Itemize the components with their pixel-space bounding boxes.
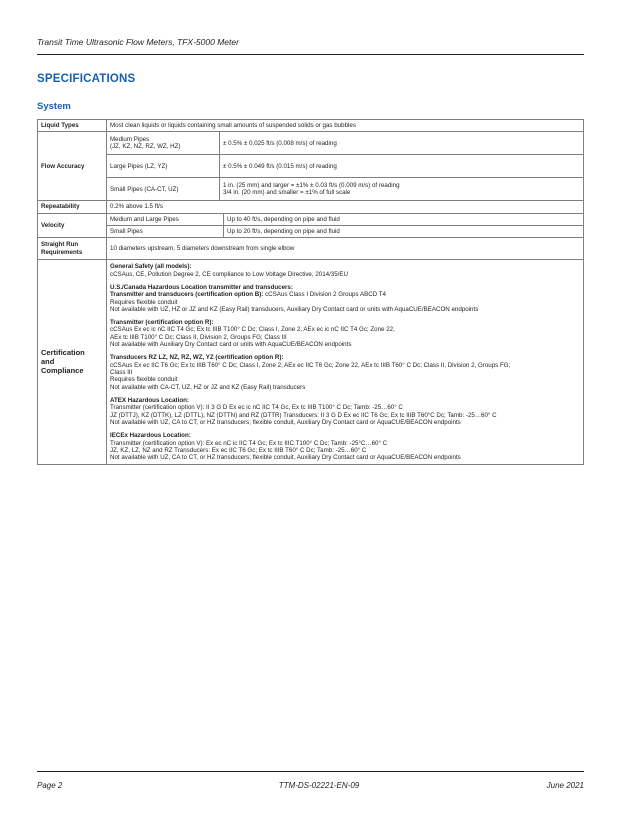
section-title: SPECIFICATIONS (37, 73, 136, 85)
certification-line (110, 354, 580, 361)
certification-heading: Transmitter and transducers (certification option B): (110, 291, 264, 299)
accuracy-line: 1 in. (25 mm) and larger = ±1% ± 0.03 ft/s (0.009 m/s) of reading (223, 182, 400, 189)
certification-text: Transmitter (certification option V): II 3 G D Ex ec ic nC IIC T4 Gc, Ex tc IIIB T100° C Dc; Tamb: -25…60° C (110, 404, 403, 412)
certification-line (110, 440, 580, 447)
certification-line (110, 271, 580, 278)
pipe-size-cell: Medium and Large Pipes (107, 213, 224, 225)
pipe-size-cell: Large Pipes (LZ, YZ) (107, 155, 220, 178)
certification-heading: ATEX Hazardous Location: (110, 396, 189, 404)
certification-heading: Transmitter (certification option R): (110, 319, 214, 327)
certification-block (110, 432, 580, 461)
header-rule (37, 54, 584, 55)
running-header: Transit Time Ultrasonic Flow Meters, TFX-5000 Meter (37, 37, 239, 47)
table-row (38, 178, 584, 201)
certification-text: JZ (DTTJ), KZ (DTTK), LZ (DTTL), NZ (DTTN) and RZ (DTTR) Transducers: II 3 G D Ex ec IIC T6 Gc; Ex tc IIIB T60°C Dc; Tamb: -25…60° C (110, 411, 497, 419)
table-row (38, 238, 584, 260)
row-label: Liquid Types (38, 120, 107, 132)
certification-line (110, 341, 580, 348)
footer-rule (37, 771, 584, 772)
certification-text: Requires flexible conduit (110, 298, 178, 306)
certification-text: AEx tc IIIB T100° C Dc; Class II, Division 2, Groups FG; Class III (110, 333, 287, 341)
certification-text: Not available with UZ, HZ or JZ and KZ (Easy Rail) transducers, Auxiliary Dry Contact card or units with AquaCUE/BEACON endpoints (110, 305, 479, 313)
row-label-line: and (41, 356, 55, 366)
certification-text: cCSAus Ex ec IIC T6 Gc; Ex tc IIIB T60° C Dc; Class I, Zone 2, AEx ec IIC T6 Gc; Zone 22, AEx tc IIIB T60° C Dc; Class II, Division 2, Groups FG; (110, 361, 511, 369)
pipe-size-cell: Small Pipes (CA-CT, UZ) (107, 178, 220, 201)
table-row (38, 201, 584, 213)
pipe-size-line: (JZ, KZ, NZ, RZ, WZ, HZ) (110, 143, 181, 151)
certification-text: Transmitter (certification option V): Ex ec nC ic IIC T4 Gc; Ex tc IIIC T100° C Dc; Tamb: -25°C…60° C (110, 439, 388, 447)
row-label: Velocity (38, 213, 107, 238)
certification-line (110, 326, 580, 333)
certification-block (110, 284, 580, 313)
row-label-line: Requirements (41, 248, 83, 256)
specifications-table (37, 119, 584, 465)
certification-line (110, 376, 580, 383)
certification-line (110, 404, 580, 411)
certification-line (110, 319, 580, 326)
row-label-line: Compliance (41, 365, 84, 375)
certification-line (110, 454, 580, 461)
certification-line (110, 384, 580, 391)
certification-text: cCSAus, CE, Pollution Degree 2, CE compliance to Low Voltage Directive, 2014/35/EU (110, 270, 348, 278)
certification-text: Not available with CA-CT, UZ, HZ or JZ and KZ (Easy Rail) transducers (110, 383, 306, 391)
certification-text: cCSAus Class I Division 2 Groups ABCD T4 (263, 291, 386, 299)
certification-block (110, 354, 580, 391)
row-value: 0.2% above 1.5 ft/s (107, 201, 584, 213)
velocity-value: Up to 20 ft/s, depending on pipe and fluid (224, 225, 584, 237)
certification-details (107, 260, 584, 465)
row-label-line: Certification (41, 348, 85, 358)
publication-date: June 2021 (546, 781, 584, 790)
certification-text: Requires flexible conduit (110, 376, 178, 384)
row-value: 10 diameters upstream, 5 diameters downstream from single elbow (107, 238, 584, 260)
row-label: Flow Accuracy (38, 132, 107, 201)
certification-block (110, 397, 580, 426)
table-row (38, 213, 584, 225)
certification-heading: General Safety (all models): (110, 263, 192, 271)
certification-heading: Transducers RZ LZ, NZ, RZ, WZ, YZ (certification option R): (110, 354, 284, 362)
certification-line (110, 306, 580, 313)
certification-block (110, 319, 580, 348)
certification-heading: IECEx Hazardous Location: (110, 432, 191, 440)
subsection-title: System (37, 101, 71, 112)
table-row (38, 260, 584, 465)
table-row (38, 132, 584, 155)
certification-text: cCSAus Ex ec ic nC IIC T4 Gc; Ex tc IIIB T100° C Dc; Class I, Zone 2, AEx ec ic nC IIC T4 Gc; Zone 22, (110, 326, 395, 334)
certification-line (110, 291, 580, 298)
velocity-value: Up to 40 ft/s, depending on pipe and fluid (224, 213, 584, 225)
certification-line (110, 419, 580, 426)
table-row (38, 225, 584, 237)
certification-text: Class III (110, 369, 133, 376)
page-number: Page 2 (37, 781, 63, 790)
certification-line (110, 263, 580, 270)
accuracy-line: 3/4 in. (20 mm) and smaller = ±1% of full scale (223, 189, 351, 197)
pipe-size-cell (107, 132, 220, 155)
pipe-size-cell: Small Pipes (107, 225, 224, 237)
row-label: Repeatability (38, 201, 107, 213)
certification-text: Not available with UZ, CA to CT, or HZ transducers; flexible conduit, Auxiliary Dry Contact card or AquaCUE/BEACON endpoints (110, 418, 461, 426)
certification-line (110, 412, 580, 419)
certification-line (110, 299, 580, 306)
certification-line (110, 369, 580, 376)
row-label-line: Straight Run (41, 241, 79, 249)
certification-line (110, 397, 580, 404)
accuracy-value (220, 178, 584, 201)
certification-heading: U.S./Canada Hazardous Location transmitter and transducers: (110, 283, 293, 291)
row-value: Most clean liquids or liquids containing small amounts of suspended solids or gas bubbles (107, 120, 584, 132)
row-label (38, 238, 107, 260)
certification-line (110, 432, 580, 439)
table-row (38, 120, 584, 132)
certification-line (110, 284, 580, 291)
certification-line (110, 362, 580, 369)
certification-text: Not available with UZ, CA to CT, or HZ transducers; flexible conduit, Auxiliary Dry Contact card or AquaCUE/BEACON endpoints (110, 454, 461, 462)
accuracy-value: ± 0.5% ± 0.049 ft/s (0.015 m/s) of reading (220, 155, 584, 178)
document-id: TTM-DS-02221-EN-09 (278, 781, 360, 790)
pipe-size-line: Medium Pipes (110, 136, 150, 143)
certification-text: JZ, KZ, LZ, NZ and RZ Transducers: Ex ec IIC T6 Gc; Ex tc IIIB T60° C Dc; Tamb: -25…60° C (110, 446, 367, 454)
certification-line (110, 447, 580, 454)
certification-line (110, 334, 580, 341)
certification-text: Not available with Auxiliary Dry Contact card or units with AquaCUE/BEACON endpoints (110, 341, 352, 349)
accuracy-value: ± 0.5% ± 0.025 ft/s (0.008 m/s) of reading (220, 132, 584, 155)
table-row (38, 155, 584, 178)
row-label (38, 260, 107, 465)
certification-block (110, 263, 580, 278)
